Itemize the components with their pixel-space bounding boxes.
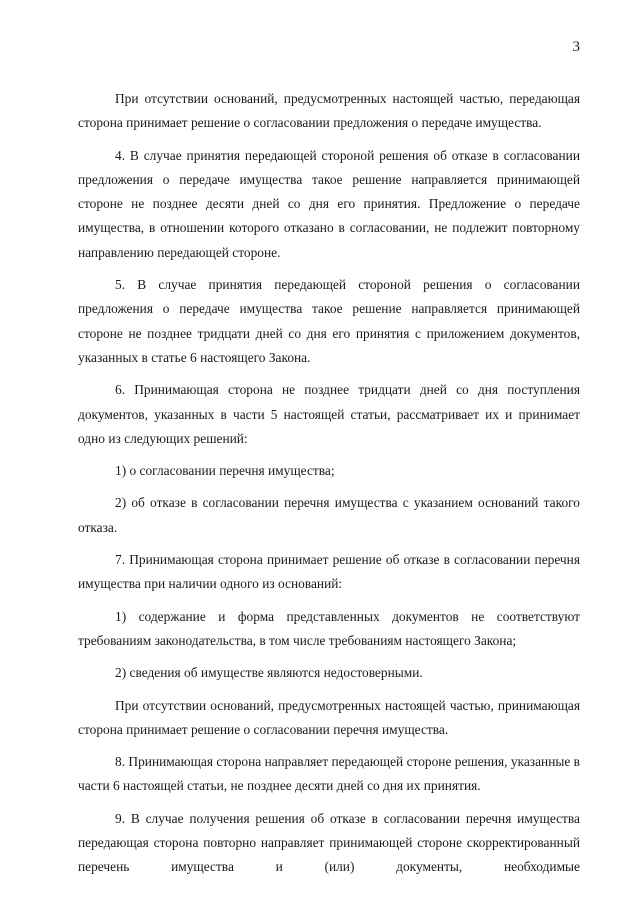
list-item-6-1: 1) о согласовании перечня имущества; [115,463,335,479]
document-body [78,87,580,888]
paragraph-no-grounds-receiving: При отсутствии оснований, предусмотренных настоящей частью, принимающая сторона принимает решение о согласовании перечня имущества. [78,697,580,737]
paragraph-9-resubmission: 9. В случае получения решения об отказе в согласовании перечня имущества передающая сторона повторно направляет принимающей стороне скорректированный перечень имущества и (или) документы, необходимые [78,810,580,875]
paragraph-4-refusal: 4. В случае принятия передающей стороной решения об отказе в согласовании предложения о передаче имущества такое решение направляется принимающей стороне не позднее десяти дней со дня его принятия. Предложение о передаче имущества, в отношении которого отказано в согласовании, не подлежит повторному направлению передающей стороне. [78,147,580,260]
list-item-7-2: 2) сведения об имуществе являются недостоверными. [115,665,423,681]
paragraph-6-review: 6. Принимающая сторона не позднее тридцати дней со дня поступления документов, указанных в части 5 настоящей статьи, рассматривает их и принимает одно из следующих решений: [78,382,580,446]
paragraph-5-approval: 5. В случае принятия передающей стороной решения о согласовании предложения о передаче имущества такое решение направляется принимающей стороне не позднее тридцати дней со дня его принятия с приложением документов, указанных в статье 6 настоящего Закона. [78,277,580,365]
paragraph-7-refusal-grounds: 7. Принимающая сторона принимает решение об отказе в согласовании перечня имущества при наличии одного из оснований: [78,552,580,592]
page-number: 3 [572,39,580,55]
list-item-7-1: 1) содержание и форма представленных документов не соответствуют требованиям законодательства, в том числе требованиям настоящего Закона; [78,608,580,648]
paragraph-8-send-decisions: 8. Принимающая сторона направляет передающей стороне решения, указанные в части 6 настоящей статьи, не позднее десяти дней со дня их принятия. [78,754,580,794]
paragraph-no-grounds-transfer: При отсутствии оснований, предусмотренных настоящей частью, передающая сторона принимает решение о согласовании предложения о передаче имущества. [78,91,580,131]
list-item-6-2: 2) об отказе в согласовании перечня имущества с указанием оснований такого отказа. [78,495,580,535]
